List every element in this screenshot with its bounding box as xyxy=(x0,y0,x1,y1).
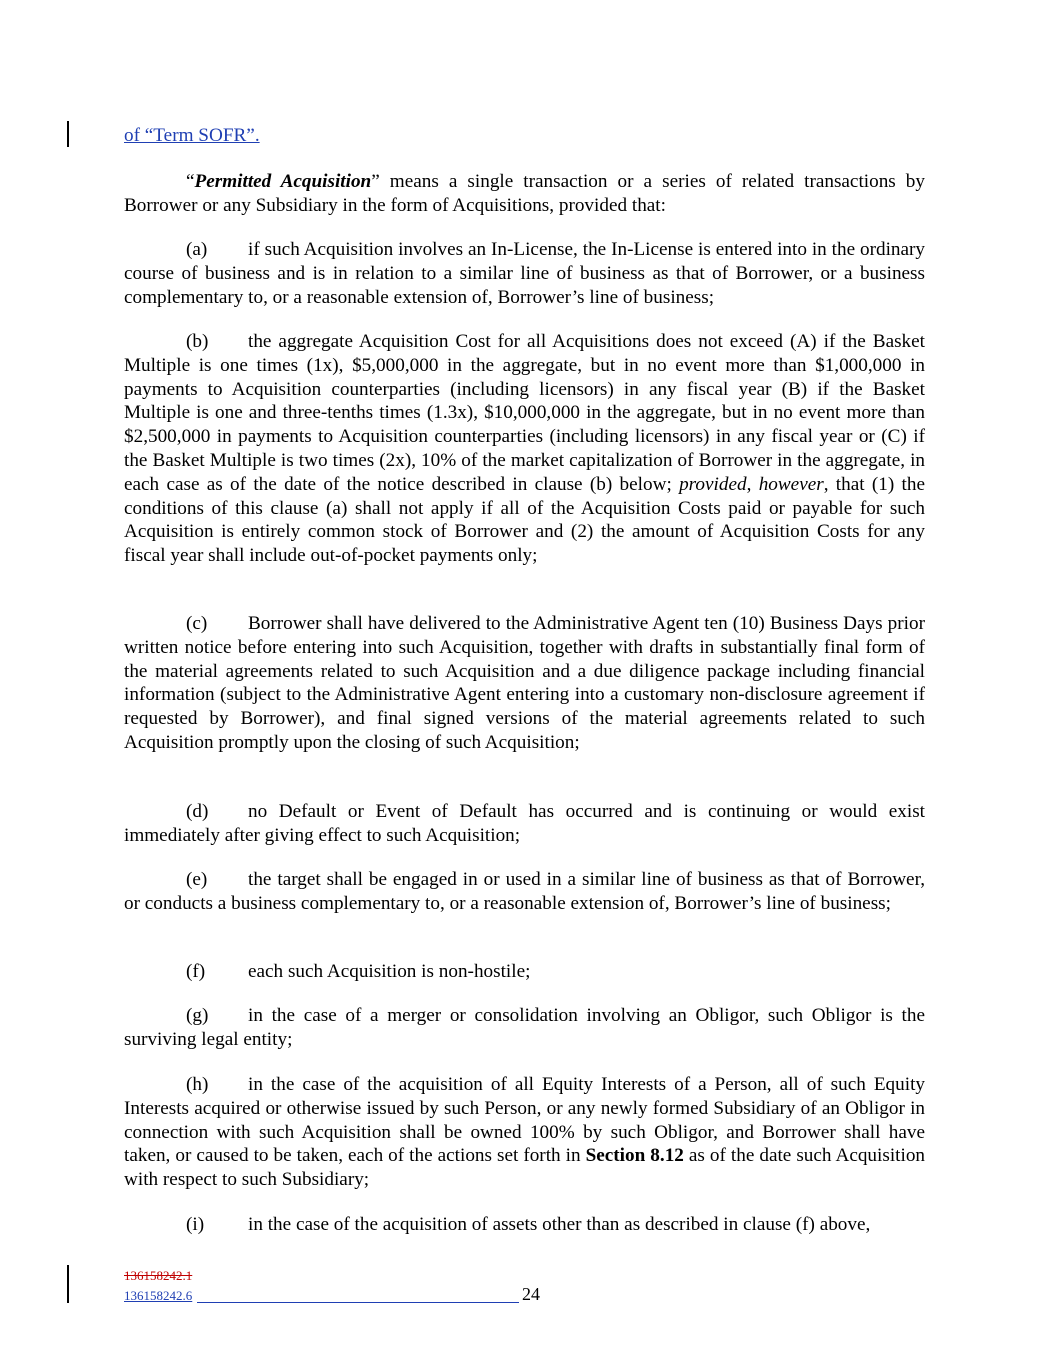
revision-bar-footer xyxy=(67,1265,69,1303)
definition-paragraph xyxy=(124,170,925,218)
clause-b: (b) the aggregate Acquisition Cost for all Acquisitions does not exceed (A) if the Basket Multiple is one times (1x), $5,000,000 in the aggregate, but in no event more than $1,000,000 in payments to Acquisition counterparties (including licensors) in any fiscal year (B) if the Basket Multiple is one and three-tenths times (1.3x), $10,000,000 in the aggregate, but in no event more than $2,500,000 in payments to Acquisition counterparties (including licensors) in any fiscal year or (C) if the Basket Multiple is two times (2x), 10% of the market capitalization of Borrower in the aggregate, in each case as of the date of the notice described in clause (b) below; provided, however, that (1) the conditions of this clause (a) shall not apply if all of the Acquisition Costs paid or payable for such Acquisition is entirely common stock of Borrower and (2) the amount of Acquisition Costs for any fiscal year shall include out-of-pocket payments only; xyxy=(124,331,925,567)
clause-label: (d) xyxy=(186,801,209,822)
clause-h: (h) in the case of the acquisition of all Equity Interests of a Person, all of such Equity Interests acquired or otherwise issued by such Person, or any newly formed Subsidiary of an Obligor in connection with such Acquisition shall be owned 100% by such Obligor, and Borrower shall have taken, or caused to be taken, each of the actions set forth in Section 8.12 as of the date such Acquisition with respect to such Subsidiary; xyxy=(124,1074,926,1191)
clause-e xyxy=(124,868,925,916)
top-fragment xyxy=(124,124,925,148)
clause-text: each such Acquisition is non-hostile; xyxy=(248,961,531,982)
inserted-doc-id: 136158242.6 xyxy=(124,1288,193,1303)
inserted-text: of “Term SOFR”. xyxy=(124,125,260,146)
clause-g xyxy=(124,1004,925,1052)
defined-term: Permitted Acquisition xyxy=(194,171,372,192)
clause-text: the target shall be engaged in or used in a similar line of business as that of Borrower, or conducts a business complementary to, or a reasonable extension of, Borrower’s line of business; xyxy=(124,869,925,914)
page-number: 24 xyxy=(522,1284,540,1304)
clause-text: in the case of a merger or consolidation involving an Obligor, such Obligor is the surviving legal entity; xyxy=(124,1005,925,1050)
clause-text: no Default or Event of Default has occurred and is continuing or would exist immediately after giving effect to such Acquisition; xyxy=(124,801,925,846)
clause-label: (b) xyxy=(186,331,209,352)
clause-text: Borrower shall have delivered to the Administrative Agent ten (10) Business Days prior written notice before entering into such Acquisition, together with drafts in substantially final form of the material agreements related to such Acquisition and a due diligence package including financial information (subject to the Administrative Agent entering into a customary non-disclosure agreement if requested by Borrower), and final signed versions of the material agreements related to such Acquisition promptly upon the closing of such Acquisition; xyxy=(124,613,925,753)
definition-text: “Permitted Acquisition” means a single transaction or a series of related transactions by Borrower or any Subsidiary in the form of Acquisitions, provided that: xyxy=(124,171,925,216)
clause-text: if such Acquisition involves an In-License, the In-License is entered into in the ordinary course of business and is in relation to a similar line of business as that of Borrower, or a business complementary to, or a reasonable extension of, Borrower’s line of business; xyxy=(124,239,925,308)
section-reference: Section 8.12 xyxy=(585,1145,684,1167)
clause-label: (c) xyxy=(186,613,208,634)
clause-label: (e) xyxy=(186,869,208,890)
clause-f xyxy=(124,960,925,984)
clause-label: (i) xyxy=(186,1214,205,1235)
clause-label: (g) xyxy=(186,1005,209,1026)
clause-c xyxy=(124,612,925,755)
revision-bar-top xyxy=(67,121,69,147)
clause-text: in the case of the acquisition of assets other than as described in clause (f) above, xyxy=(248,1214,871,1235)
clause-label: (h) xyxy=(186,1074,209,1095)
clause-label: (a) xyxy=(186,239,208,260)
footer-underline xyxy=(197,1302,519,1303)
clause-label: (f) xyxy=(186,961,206,982)
clause-a xyxy=(124,238,925,309)
clause-d xyxy=(124,800,925,848)
clause-i xyxy=(124,1213,925,1237)
deleted-doc-id: 136158242.1 xyxy=(124,1268,193,1283)
